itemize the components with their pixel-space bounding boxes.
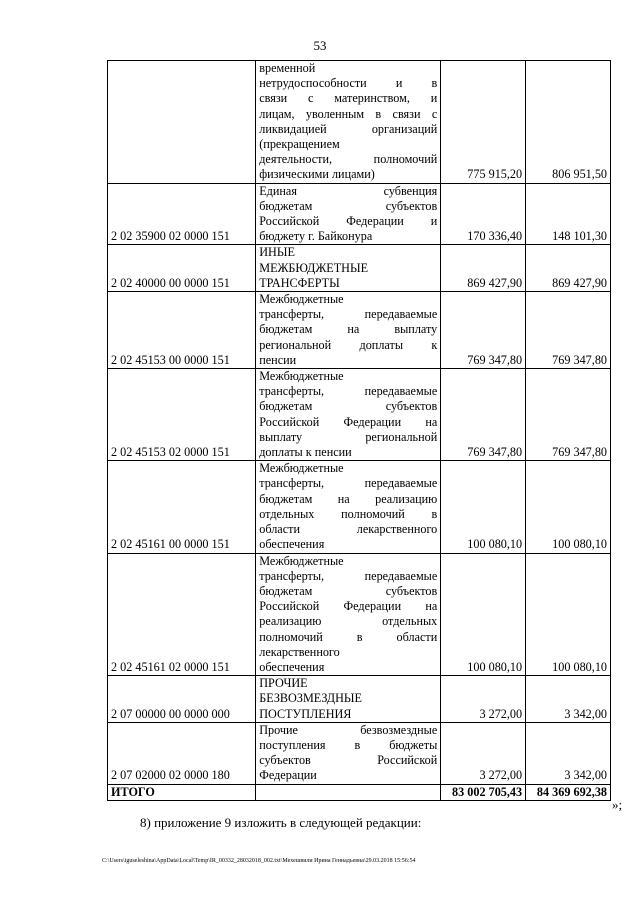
revenue-table <box>107 60 611 801</box>
revenue-name-line: лекарственного <box>259 644 340 659</box>
amount-2018: 775 915,20 <box>441 61 526 184</box>
total-label: ИТОГО <box>108 784 256 800</box>
revenue-name-line: Единая субвенция <box>259 183 438 198</box>
revenue-name-line: связи с материнством, и <box>259 91 438 106</box>
revenue-name-line: Российской Федерации на <box>259 414 438 429</box>
revenue-name-line: Межбюджетные <box>259 553 344 568</box>
revenue-name-line: бюджетам субъектов <box>259 583 438 598</box>
revenue-name-line: обеспечения <box>259 659 325 674</box>
table-row <box>108 292 611 369</box>
closing-quote-mark: »; <box>612 797 623 812</box>
revenue-name-line: МЕЖБЮДЖЕТНЫЕ <box>259 260 369 275</box>
revenue-code: 2 02 45153 02 0000 151 <box>108 369 256 461</box>
revenue-code: 2 02 35900 02 0000 151 <box>108 183 256 245</box>
revenue-name-line: полномочий в области <box>259 629 438 644</box>
revenue-name <box>256 553 441 676</box>
revenue-name-line: бюджетам на реализацию <box>259 491 438 506</box>
revenue-name-line: бюджетам субъектов <box>259 198 438 213</box>
revenue-name-line: отдельных полномочий в <box>259 506 438 521</box>
revenue-name-line: ИНЫЕ <box>259 245 295 260</box>
table-row <box>108 369 611 461</box>
total-amount-2018: 83 002 705,43 <box>441 784 526 800</box>
amount-2018: 869 427,90 <box>441 245 526 292</box>
amount-2018: 769 347,80 <box>441 369 526 461</box>
amount-2019: 100 080,10 <box>526 553 611 676</box>
amount-2019: 148 101,30 <box>526 183 611 245</box>
amount-2019: 769 347,80 <box>526 292 611 369</box>
revenue-name-line: Прочие безвозмездные <box>259 722 438 737</box>
revenue-name-line: физическими лицами) <box>259 167 375 182</box>
revenue-name-line: трансферты, передаваемые <box>259 384 438 399</box>
revenue-name-line: ПРОЧИЕ <box>259 676 308 691</box>
revenue-name-line: Федерации <box>259 768 317 783</box>
revenue-name-line: Российской Федерации и <box>259 214 438 229</box>
revenue-name <box>256 292 441 369</box>
revenue-name-line: трансферты, передаваемые <box>259 476 438 491</box>
revenue-name-line: Российской Федерации на <box>259 599 438 614</box>
revenue-code: 2 02 45153 00 0000 151 <box>108 292 256 369</box>
footer-file-path: C:\Users\iguseleshina\AppData\Local\Temp\IR_00332_28032018_002.txt\Мехешвили Ирина Геннадьевна\29.03.2018 15:56:54 <box>102 858 416 864</box>
amount-2019: 806 951,50 <box>526 61 611 184</box>
revenue-name <box>256 676 441 723</box>
total-amount-2019: 84 369 692,38 <box>526 784 611 800</box>
amount-2018: 170 336,40 <box>441 183 526 245</box>
revenue-name-line: субъектов Российской <box>259 753 438 768</box>
revenue-name <box>256 245 441 292</box>
revenue-name-line: лицам, уволенным в связи с <box>259 106 438 121</box>
revenue-name-line: бюджету г. Байконура <box>259 229 373 244</box>
amount-2018: 100 080,10 <box>441 553 526 676</box>
revenue-name <box>256 369 441 461</box>
revenue-name-line: трансферты, передаваемые <box>259 307 438 322</box>
revenue-name-line: деятельности, полномочий <box>259 152 438 167</box>
revenue-code <box>108 61 256 184</box>
revenue-name-line: бюджетам на выплату <box>259 322 438 337</box>
amount-2019: 100 080,10 <box>526 461 611 553</box>
total-empty-cell <box>256 784 441 800</box>
revenue-name <box>256 61 441 184</box>
amount-2019: 3 342,00 <box>526 722 611 784</box>
table-row <box>108 61 611 184</box>
amount-2019: 869 427,90 <box>526 245 611 292</box>
table-row <box>108 722 611 784</box>
revenue-name <box>256 722 441 784</box>
amount-2018: 100 080,10 <box>441 461 526 553</box>
table-row <box>108 676 611 723</box>
revenue-code: 2 07 00000 00 0000 000 <box>108 676 256 723</box>
revenue-name-line: трансферты, передаваемые <box>259 568 438 583</box>
revenue-name-line: пенсии <box>259 352 297 367</box>
amount-2018: 3 272,00 <box>441 676 526 723</box>
revenue-name-line: Межбюджетные <box>259 461 344 476</box>
amount-2018: 769 347,80 <box>441 292 526 369</box>
table-row <box>108 183 611 245</box>
revenue-name-line: временной <box>259 61 316 75</box>
revenue-name-line: реализацию отдельных <box>259 614 438 629</box>
revenue-name-line: обеспечения <box>259 537 325 552</box>
revenue-code: 2 07 02000 02 0000 180 <box>108 722 256 784</box>
page-number: 53 <box>313 38 327 53</box>
revenue-name-line: ликвидацией организаций <box>259 121 438 136</box>
total-row <box>108 784 611 800</box>
table-row <box>108 461 611 553</box>
revenue-name-line: ПОСТУПЛЕНИЯ <box>259 706 352 721</box>
revenue-name-line: БЕЗВОЗМЕЗДНЫЕ <box>259 691 362 706</box>
amount-2019: 769 347,80 <box>526 369 611 461</box>
revenue-name-line: доплаты к пенсии <box>259 445 352 460</box>
revenue-name-line: (прекращением <box>259 137 340 152</box>
revenue-name-line: региональной доплаты к <box>259 337 438 352</box>
revenue-name-line: области лекарственного <box>259 522 438 537</box>
revenue-name-line: Межбюджетные <box>259 292 344 307</box>
revenue-code: 2 02 45161 02 0000 151 <box>108 553 256 676</box>
revenue-code: 2 02 40000 00 0000 151 <box>108 245 256 292</box>
amount-2019: 3 342,00 <box>526 676 611 723</box>
revenue-name-line: Межбюджетные <box>259 369 344 384</box>
instruction-text: 8) приложение 9 изложить в следующей редакции: <box>140 815 422 830</box>
revenue-name <box>256 461 441 553</box>
revenue-name-line: нетрудоспособности и в <box>259 76 438 91</box>
revenue-name-line: бюджетам субъектов <box>259 399 438 414</box>
revenue-name-line: поступления в бюджеты <box>259 737 438 752</box>
revenue-code: 2 02 45161 00 0000 151 <box>108 461 256 553</box>
table-row <box>108 245 611 292</box>
revenue-name-line: выплату региональной <box>259 429 438 444</box>
revenue-name-line: ТРАНСФЕРТЫ <box>259 275 340 290</box>
table-row <box>108 553 611 676</box>
amount-2018: 3 272,00 <box>441 722 526 784</box>
revenue-name <box>256 183 441 245</box>
